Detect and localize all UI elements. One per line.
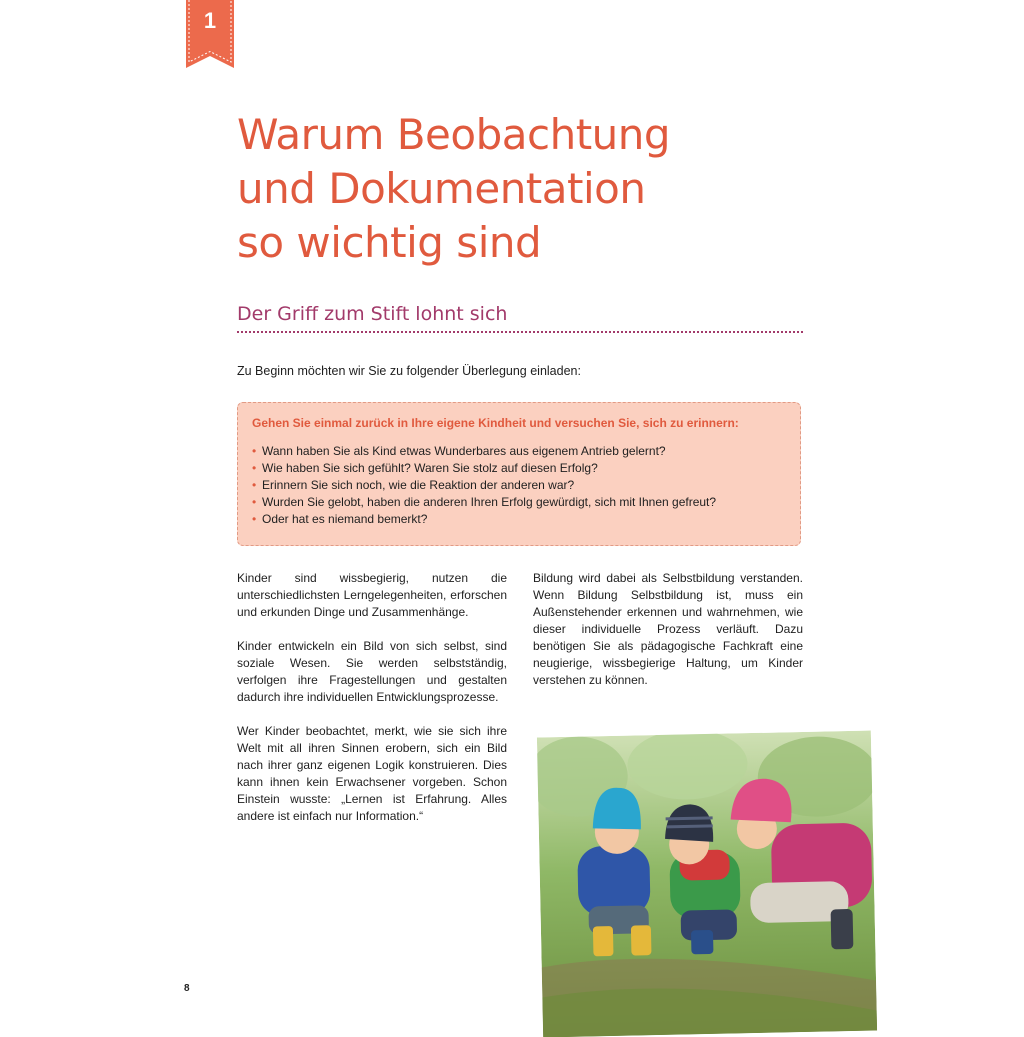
callout-heading: Gehen Sie einmal zurück in Ihre eigene Kindheit und versuchen Sie, sich zu erinnern: (252, 416, 739, 430)
chapter-ribbon (186, 0, 234, 70)
page-title (237, 108, 797, 270)
page-title-line: so wichtig sind (237, 218, 542, 267)
page-title-line: Warum Beobachtung (237, 110, 671, 159)
list-item: • Wann haben Sie als Kind etwas Wunderbares aus eigenem Antrieb gelernt? (252, 443, 786, 460)
body-column-left (237, 570, 507, 842)
body-paragraph: Kinder sind wissbegierig, nutzen die unterschiedlichsten Lerngelegenheiten, erforschen und erkunden Dinge und Zusammenhänge. (237, 571, 507, 619)
page-number: 8 (184, 983, 190, 994)
intro-text: Zu Beginn möchten wir Sie zu folgender Überlegung einladen: (237, 364, 581, 378)
list-item: • Oder hat es niemand bemerkt? (252, 511, 786, 528)
children-photo (537, 731, 877, 1037)
callout-list (252, 443, 786, 528)
list-item: • Wurden Sie gelobt, haben die anderen Ihren Erfolg gewürdigt, sich mit Ihnen gefreut? (252, 494, 786, 511)
section-heading: Der Griff zum Stift lohnt sich (237, 303, 803, 333)
body-paragraph: Bildung wird dabei als Selbstbildung verstanden. Wenn Bildung Selbstbildung ist, muss ein Außenstehender erkennen und wahrnehmen, wie dieser individuelle Prozess verläuft. Dazu benötigen Sie als pädagogische Fachkraft eine neugierige, wissbegierige Haltung, um Kinder verstehen zu können. (533, 571, 803, 687)
list-item: • Erinnern Sie sich noch, wie die Reaktion der anderen war? (252, 477, 786, 494)
page-title-line: und Dokumentation (237, 164, 646, 213)
body-paragraph: Kinder entwickeln ein Bild von sich selbst, sind soziale Wesen. Sie werden selbstständig, verfolgen ihre Fragestellungen und gestalten dadurch ihre individuellen Entwicklungsprozesse. (237, 639, 507, 704)
body-column-right (533, 570, 803, 706)
list-item: • Wie haben Sie sich gefühlt? Waren Sie stolz auf diesen Erfolg? (252, 460, 786, 477)
reflection-callout (237, 402, 801, 546)
children-exploring-illustration (537, 731, 877, 1037)
body-paragraph: Wer Kinder beobachtet, merkt, wie sie sich ihre Welt mit all ihren Sinnen erobern, sich ein Bild nach ihrer ganz eigenen Logik konstruieren. Dies kann ihnen kein Erwachsener vorgeben. Schon Einstein wusste: „Lernen ist Erfahrung. Alles andere ist einfach nur Information.“ (237, 724, 507, 823)
chapter-number: 1 (203, 8, 217, 33)
